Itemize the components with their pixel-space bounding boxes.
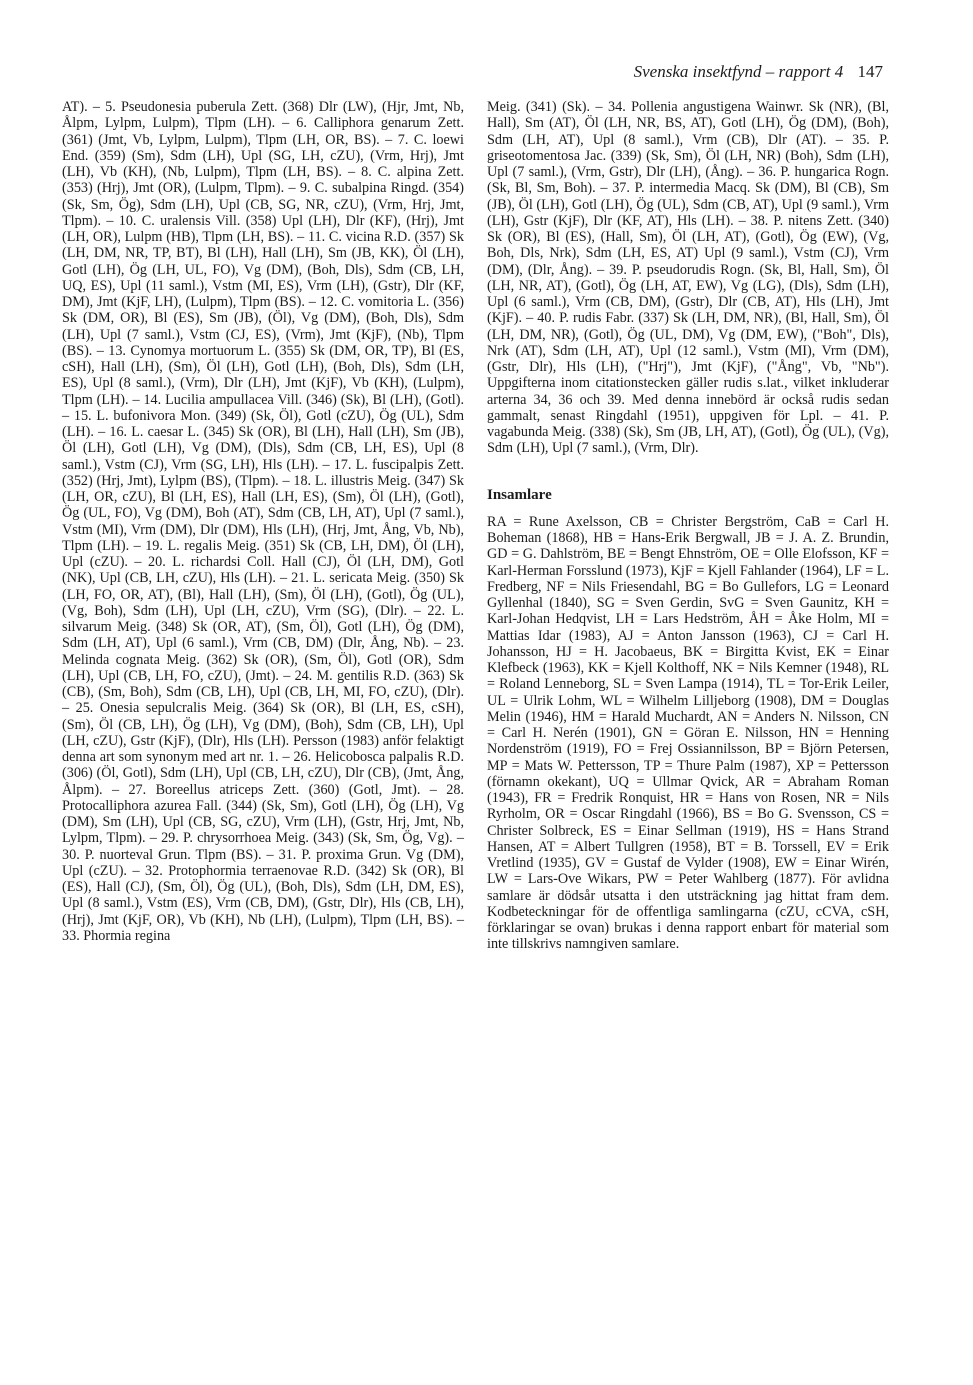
collectors-heading: Insamlare: [487, 486, 552, 503]
left-column: [62, 99, 464, 944]
species-list-text: AT). – 5. Pseudonesia puberula Zett. (368) Dlr (LW), (Hjr, Jmt, Nb, Ålpm, Lylpm, Lulpm), Tlpm (LH). – 6. Calliphora genarum Zett. (361) (Jmt, Vb, Lylpm, Lulpm), Tlpm (LH, OR, BS). – 7. C. loewi End. (359) (Sm), Sdm (LH), Upl (SG, LH, cZU), (Vrm, Hrj), Jmt (LH), Vb (KH), (Nb, Lulpm), Tlpm (LH, BS). – 8. C. alpina Zett. (353) (Hrj), Jmt (OR), (Lulpm, Tlpm). – 9. C. subalpina Ringd. (354) (Sk, Sm, Ög), Sdm (LH), Upl (CB, SG, NR, cZU), (Vrm, Hrj, Jmt, Tlpm). – 10. C. uralensis Vill. (358) Upl (LH), Dlr (KF), (Hrj), Jmt (LH, OR), Lulpm (HB), Tlpm (LH, BS). – 11. C. vicina R.D. (357) Sk (LH, DM, NR, TP, BT), Bl (LH), Hall (LH), Sm (JB, KK), Öl (LH), Gotl (LH), Ög (LH, UL, FO), Vg (DM), (Boh, Dls), Sdm (CB, LH, UQ, ES), Upl (11 saml.), Vstm (MI, ES), Vrm (LH), (Gstr), Dlr (KF, DM), Jmt (KjF, LH), (Lulpm), Tlpm (BS). – 12. C. vomitoria L. (356) Sk (DM, OR), Bl (ES), Sm (JB), (Öl), Vg (DM), (Boh, Dls), Sdm (LH), Upl (7 saml.), Vstm (CJ, ES), (Vrm), Jmt (KjF), (Nb), Tlpm (BS). – 13. Cynomya mortuorum L. (355) Sk (DM, OR, TP), Bl (ES, cSH), Hall (LH), (Sm), Öl (LH), Gotl (LH), (Boh, Dls), Sdm (LH, ES), Upl (8 saml.), (Vrm), Dlr (LH), Jmt (KjF), Vb (KH), (Lulpm), Tlpm (LH). – 14. Lucilia ampullacea Vill. (346) (Sk), Bl (LH), (Gotl). – 15. L. bufonivora Mon. (349) (Sk, Öl), Gotl (cZU), Ög (UL), Sdm (LH). – 16. L. caesar L. (345) Sk (OR), Bl (LH), Hall (LH), Sm (JB), Öl (LH), Gotl (LH), Vg (DM), (Dls), Sdm (CB, LH, ES), Upl (8 saml.), Vstm (CJ), Vrm (SG, LH), Hls (LH). – 17. L. fuscipalpis Zett. (352) (Hrj, Jmt), Lylpm (BS), (Tlpm). – 18. L. illustris Meig. (347) Sk (LH, OR, cZU), Bl (LH, ES), Hall (LH, ES), (Sm), Öl (LH), (Gotl), Ög (UL, FO), Vg (DM), Boh (AT), Sdm (CB, LH, AT), Upl (7 saml.), Vstm (MI), Vrm (DM), Dlr (DM), Hls (LH), (Hrj, Jmt, Ång, Vb, Nb), Tlpm (LH). – 19. L. regalis Meig. (351) Sk (CB, LH, DM), Öl (LH), Upl (cZU). – 20. L. richardsi Coll. Hall (CJ), Öl (LH, DM), Gotl (NK), Upl (CB, LH, cZU), Hls (LH). – 21. L. sericata Meig. (350) Sk (LH, FO, OR, AT), (Bl), Hall (LH), (Sm), Öl (LH), (Gotl), Ög (UL), (Vg, Boh), Sdm (LH), Upl (LH, cZU), Vrm (SG), (Dlr). – 22. L. silvarum Meig. (348) Sk (OR, AT), (Sm, Öl), Gotl (LH), Ög (DM), Sdm (LH, AT), Upl (6 saml.), Vrm (CB, DM) (Dlr, Ång, Nb). – 23. Melinda cognata Meig. (362) Sk (OR), (Sm, Öl), Gotl (OR), Sdm (LH), Upl (CB, LH, FO, cZU), (Jmt). – 24. M. gentilis R.D. (363) Sk (CB), (Sm, Boh), Sdm (CB, LH), Upl (CB, LH, MI, FO, cZU), (Dlr). – 25. Onesia sepulcralis Meig. (364) Sk (OR), Bl (LH, ES, cSH), (Sm), Öl (CB, LH), Ög (LH), Vg (DM), (Boh), Sdm (CB, LH), Upl (LH, cZU), Gstr (KjF), (Dlr), Hls (LH). Persson (1983) anför felaktigt denna art som synonym med art nr. 1. – 26. Helicobosca palpalis R.D. (306) (Öl, Gotl), Sdm (LH), Upl (CB, LH, cZU), Dlr (CB), (Jmt, Ång, Ålpm). – 27. Boreellus atriceps Zett. (360) (Gotl, Jmt). – 28. Protocalliphora azurea Fall. (344) (Sk, Sm), Gotl (LH), Ög (LH), Vg (DM), Sm (LH), Upl (CB, SG, cZU), Vrm (LH), (Gstr, Hrj, Jmt, Nb, Lylpm, Tlpm). – 29. P. chrysorrhoea Meig. (343) (Sk, Sm, Ög, Vg). – 30. P. nuorteval Grun. Tlpm (BS). – 31. P. proxima Grun. Vg (DM), Upl (cZU). – 32. Protophormia terraenovae R.D. (342) Sk (OR), Bl (ES), Hall (CJ), (Sm, Öl), Ög (UL), (Boh, Dls), Sdm (LH, DM, ES), Upl (8 saml.), Vstm (ES), Vrm (CB, DM), (Gstr, Dlr), Hls (CB, LH), (Hrj), Jmt (KjF, OR), Vb (KH), Nb (LH), (Lulpm), Tlpm (LH, BS). – 33. Phormia regina: [62, 99, 464, 944]
section-gap: [487, 457, 889, 487]
collectors-text: RA = Rune Axelsson, CB = Christer Bergström, CaB = Carl H. Boheman (1868), HB = Hans-Erik Bergwall, JB = J. A. Z. Brundin, GD = G. Dahlström, BE = Bengt Ehnström, OE = Olle Elofsson, KF = Karl-Herman Forsslund (1973), KjF = Kjell Fahlander (1964), LF = L. Fredberg, NF = Nils Friesendahl, BG = Bo Gullefors, LG = Leonard Gyllenhal (1840), SG = Sven Gerdin, SvG = Sven Gaunitz, KH = Karl-Johan Hedqvist, LH = Lars Hedström, ÅH = Åke Holm, MI = Mattias Idar (1983), AJ = Anton Jansson (1963), CJ = Carl H. Johansson, HJ = H. Jacobaeus, BK = Birgitta Kvist, EK = Einar Klefbeck (1963), KK = Kjell Kolthoff, NK = Nils Kemner (1948), RL = Roland Lenneborg, SL = Sven Lampa (1914), TL = Tor-Erik Leiler, UL = Ulrik Lohm, WL = Wilhelm Lilljeborg (1908), DM = Douglas Melin (1946), HM = Harald Muchardt, AN = Anders N. Nilsson, CN = Carl H. Nerén (1901), GN = Göran E. Nilsson, HN = Henning Nordenström (1919), FO = Frej Ossiannilsson, BP = Björn Petersen, MP = Mats W. Pettersson, TP = Thure Palm (1987), XP = Pettersson (förnamn okekant), UQ = Ullmar Qvick, AR = Abraham Roman (1943), FR = Fredrik Ronquist, HR = Hans von Rosen, NR = Nils Ryrholm, OR = Oscar Ringdahl (1966), BS = Bo G. Svensson, CS = Christer Solbreck, ES = Einar Sellman (1919), HS = Hans Strand Hansen, AT = Albert Tullgren (1958), BT = B. Torssell, EV = Erik Vretlind (1935), GV = Gustaf de Vylder (1908), EW = Einar Wirén, LW = Lars-Ove Wikars, PW = Peter Wahlberg (1877). För avlidna samlare är dödsår utsatta i den utsträckning jag hittat fram dem. Kodbeteckningar för de offentliga samlingarna (cZU, cCVA, cSH, förklaringar se ovan) brukas i denna rapport enbart för material som inte tillskrivs namngiven samlare.: [487, 513, 889, 953]
species-list-continued-text: Meig. (341) (Sk). – 34. Pollenia angustigena Wainwr. Sk (NR), (Bl, Hall), Sm (AT), Öl (LH, NR, BS, AT), Gotl (LH), Ög (DM), (Boh), Sdm (LH, AT), Upl (8 saml.), Vrm (CB), Dlr (AT). – 35. P. griseotomentosa Jac. (339) (Sk, Sm), Öl (LH, NR) (Boh), Sdm (LH), Upl (7 saml.), (Vrm, Gstr), Dlr (LH), (Ång). – 36. P. hungarica Rogn. (Sk, Bl, Sm, Boh). – 37. P. intermedia Macq. Sk (DM), Bl (CB), Sm (JB), Öl (LH), Gotl (LH), Ög (UL), Sdm (CB, AT), Upl (9 saml.), Vrm (LH), Gstr (KjF), Dlr (KF, AT), Hls (LH). – 38. P. nitens Zett. (340) Sk (OR), Bl (ES), (Hall, Sm), Öl (LH, AT), (Gotl), Ög (EW), (Vg, Boh, Dls, Nrk), Sdm (LH, ES, AT) Upl (9 saml.), Vstm (CJ), Vrm (DM), (Dlr, Ång). – 39. P. pseudorudis Rogn. (Sk, Bl, Hall, Sm), Öl (LH, NR, AT), (Gotl), Ög (LH, AT, EW), Vg (LG), (Dls), Sdm (LH), Upl (6 saml.), Vrm (CB, DM), (Gstr), Dlr (CB, AT), Hls (LH), Jmt (KjF). – 40. P. rudis Fabr. (337) Sk (LH, DM, NR), (Bl, Hall, Sm), Öl (LH, DM, NR), (Gotl), Ög (UL, DM), Vg (DM, EW), ("Boh", Dls), Nrk (AT), Sdm (LH, AT), Upl (12 saml.), Vstm (MI), Vrm (DM), (Gstr, Dlr), Hls (LH), ("Hrj"), Jmt (KjF), ("Ång", Vb, "Nb"). Uppgifterna inom citationstecken gäller rudis s.lat., vilket inkluderar arterna 34, 36 och 39. Med denna innebörd är också rudis sedan gammalt, senast Ringdahl (1951), uppgiven för Lpl. – 41. P. vagabunda Meig. (338) (Sk), Sm (JB, LH, AT), (Gotl), Ög (UL), (Vg), Sdm (LH), Upl (7 saml.), (Vrm, Dlr).: [487, 99, 889, 457]
right-column: [487, 99, 889, 953]
running-title: Svenska insektfynd – rapport 4: [633, 62, 844, 81]
page-number: 147: [857, 62, 883, 81]
running-header: [634, 62, 883, 82]
